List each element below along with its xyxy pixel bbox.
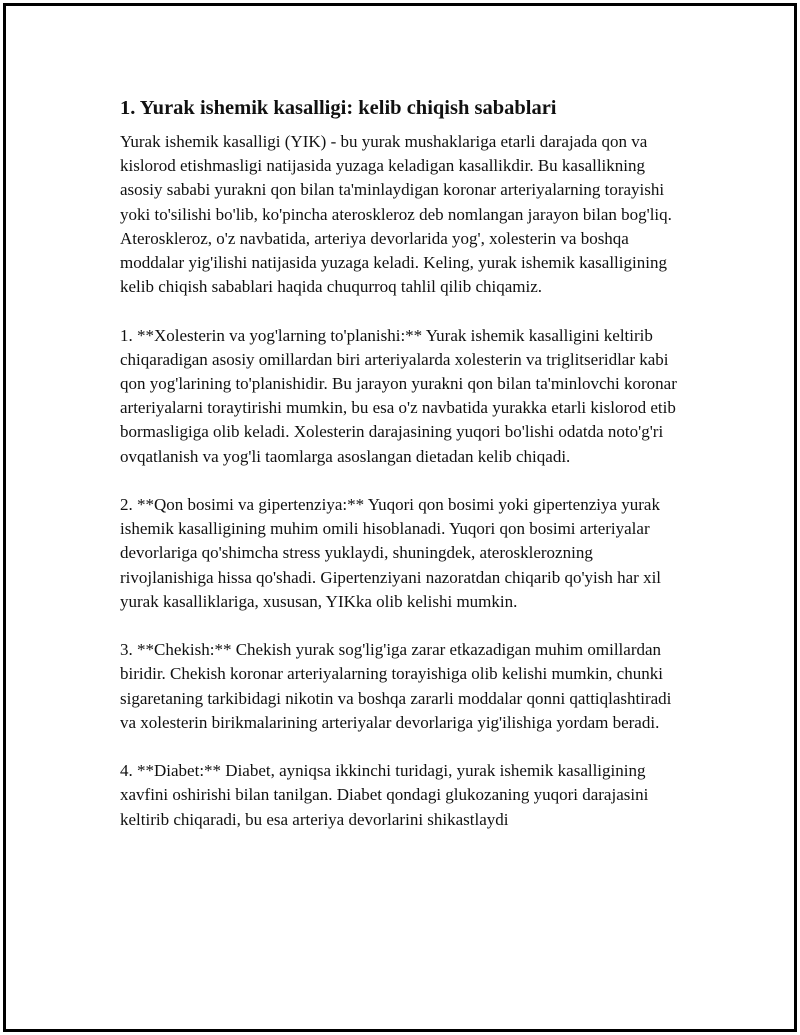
paragraph-diabetes: 4. **Diabet:** Diabet, ayniqsa ikkinchi turidagi, yurak ishemik kasalligining xavfini oshirishi bilan tanilgan. Diabet qondagi glukozaning yuqori darajasini keltirib chiqaradi, bu esa arteriya devorlarini shikastlaydi xyxy=(120,761,649,829)
document-title: 1. Yurak ishemik kasalligi: kelib chiqish sabablari xyxy=(120,97,557,119)
paragraph-intro: Yurak ishemik kasalligi (YIK) - bu yurak mushaklariga etarli darajada qon va kislorod etishmasligi natijasida yuzaga keladigan kasallikdir. Bu kasallikning asosiy sababi yurakni qon bilan ta'minlaydigan koronar arteriyalarning torayishi yoki to'silishi bo'lib, ko'pincha ateroskleroz deb nomlangan jarayon bilan bog'liq. Ateroskleroz, o'z navbatida, arteriya devorlarida yog', xolesterin va boshqa moddalar yig'ilishi natijasida yuzaga keladi. Keling, yurak ishemik kasalligining kelib chiqish sabablari haqida chuqurroq tahlil qilib chiqamiz. xyxy=(120,132,672,297)
document-body xyxy=(120,94,690,856)
page-frame xyxy=(3,3,797,1032)
paragraph-cholesterol: 1. **Xolesterin va yog'larning to'planishi:** Yurak ishemik kasalligini keltirib chiqaradigan asosiy omillardan biri arteriyalarda xolesterin va triglitseridlar kabi qon yog'larining to'planishidir. Bu jarayon yurakni qon bilan ta'minlovchi koronar arteriyalarni toraytirishi mumkin, bu esa o'z navbatida yurakka etarli kislorod etib bormasligiga olib keladi. Xolesterin darajasining yuqori bo'lishi odatda noto'g'ri ovqatlanish va yog'li taomlarga asoslangan dietadan kelib chiqadi. xyxy=(120,325,677,466)
paragraph-blood-pressure: 2. **Qon bosimi va gipertenziya:** Yuqori qon bosimi yoki gipertenziya yurak ishemik kasalligining muhim omili hisoblanadi. Yuqori qon bosimi arteriyalar devorlariga qo'shimcha stress yuklaydi, shuningdek, aterosklerozning rivojlanishiga hissa qo'shadi. Gipertenziyani nazoratdan chiqarib qo'yish har xil yurak kasalliklariga, xususan, YIKka olib kelishi mumkin. xyxy=(120,495,662,611)
paragraph-smoking: 3. **Chekish:** Chekish yurak sog'lig'iga zarar etkazadigan muhim omillardan biridir. Chekish koronar arteriyalarning torayishiga olib kelishi mumkin, chunki sigaretaning tarkibidagi nikotin va boshqa zararli moddalar qonni qattiqlashtiradi va xolesterin birikmalarining arteriyalar devorlariga yig'ilishiga yordam beradi. xyxy=(120,640,672,732)
